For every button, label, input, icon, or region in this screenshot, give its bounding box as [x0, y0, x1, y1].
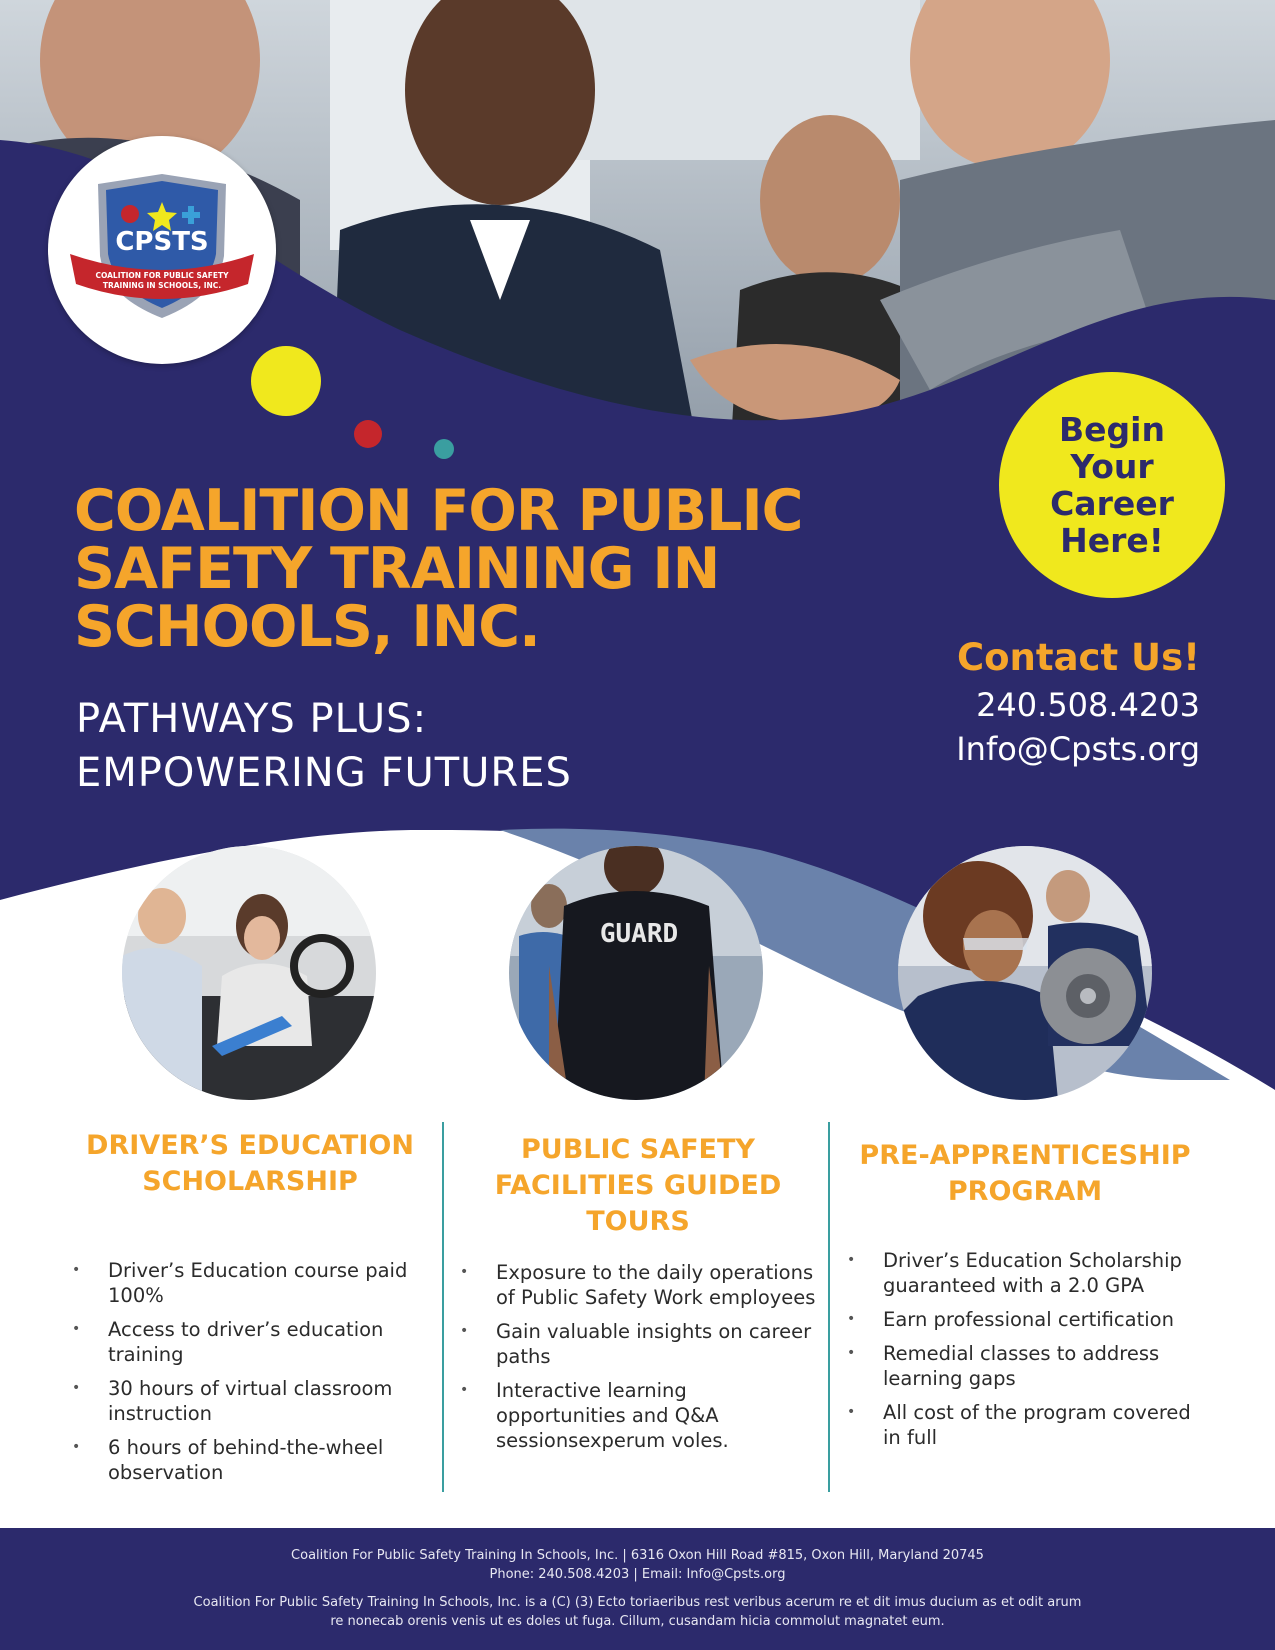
- page-title: COALITION FOR PUBLIC SAFETY TRAINING IN SCHOOLS, INC.: [74, 478, 803, 660]
- list-item: • 6 hours of behind-the-wheel observation: [72, 1436, 384, 1484]
- footer: [0, 1528, 1275, 1650]
- security-guard-image: [509, 846, 763, 1100]
- svg-text:COALITION FOR PUBLIC SAFETY: COALITION FOR PUBLIC SAFETY: [95, 271, 229, 280]
- contact-phone[interactable]: 240.508.4203: [976, 686, 1200, 724]
- car-interior-image: [122, 846, 376, 1100]
- benefit-list: [458, 1260, 818, 1453]
- begin-career-text: Begin Your Career Here!: [1050, 410, 1174, 560]
- footer-contact: Phone: 240.508.4203 | Email: Info@Cpsts.org: [489, 1567, 786, 1582]
- column-facility-tours: [458, 1132, 818, 1462]
- list-item: • Earn professional certification: [847, 1308, 1174, 1331]
- benefit-list: [70, 1258, 430, 1485]
- column-title: DRIVER’S EDUCATION SCHOLARSHIP: [86, 1130, 414, 1197]
- apprenticeship-photo: [898, 846, 1152, 1100]
- footer-address: Coalition For Public Safety Training In Schools, Inc. | 6316 Oxon Hill Road #815, Oxon Hill, Maryland 20745: [291, 1548, 984, 1563]
- list-item: • 30 hours of virtual classroom instruction: [72, 1377, 393, 1425]
- list-item: • Remedial classes to address learning gaps: [847, 1342, 1160, 1390]
- cpsts-shield-logo: [48, 136, 276, 364]
- list-item: • Access to driver’s education training: [72, 1318, 384, 1366]
- red-dot: [354, 420, 382, 448]
- list-item: • Exposure to the daily operations of Public Safety Work employees: [460, 1261, 816, 1309]
- list-item: • Driver’s Education course paid 100%: [72, 1259, 408, 1307]
- guard-photo: [509, 846, 763, 1100]
- list-item: • Interactive learning opportunities and Q&A sessionsexperum voles.: [460, 1379, 729, 1452]
- column-divider: [442, 1122, 444, 1492]
- guard-label: GUARD: [599, 919, 679, 949]
- teal-dot: [434, 439, 454, 459]
- list-item: • Gain valuable insights on career paths: [460, 1320, 812, 1368]
- benefit-list: [845, 1248, 1205, 1450]
- contact-block: [780, 633, 1200, 771]
- column-title: PUBLIC SAFETY FACILITIES GUIDED TOURS: [494, 1134, 782, 1237]
- begin-career-badge: [999, 372, 1225, 598]
- contact-email[interactable]: Info@Cpsts.org: [956, 730, 1200, 768]
- footer-disclaimer-line2: re nonecab orenis venis ut es doles ut fuga. Cillum, cusandam hicia commolut magnatet eum.: [330, 1614, 945, 1629]
- column-divider: [828, 1122, 830, 1492]
- mechanic-student-image: [898, 846, 1152, 1100]
- column-title: PRE-APPRENTICESHIP PROGRAM: [859, 1140, 1191, 1207]
- svg-text:CPSTS: CPSTS: [115, 227, 209, 257]
- footer-disclaimer-line1: Coalition For Public Safety Training In Schools, Inc. is a (C) (3) Ecto toriaeribus rest veribus acerum re et dit imus ducium as et odit arum: [193, 1595, 1082, 1610]
- column-drivers-ed: [70, 1128, 430, 1494]
- list-item: • All cost of the program covered in full: [847, 1401, 1191, 1449]
- drivers-ed-photo: [122, 846, 376, 1100]
- list-item: • Driver’s Education Scholarship guaranteed with a 2.0 GPA: [847, 1249, 1182, 1297]
- page-subtitle: PATHWAYS PLUS: EMPOWERING FUTURES: [76, 696, 572, 796]
- logo: [48, 136, 276, 364]
- svg-text:TRAINING IN SCHOOLS, INC.: TRAINING IN SCHOOLS, INC.: [102, 281, 222, 290]
- contact-heading: Contact Us!: [956, 636, 1200, 679]
- column-pre-apprenticeship: [845, 1138, 1205, 1459]
